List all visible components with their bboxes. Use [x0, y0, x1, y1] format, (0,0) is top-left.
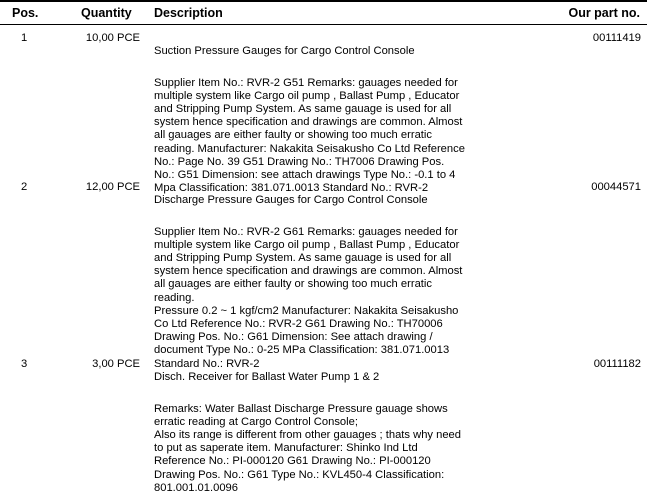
row-pos: 2 — [21, 181, 28, 193]
row-quantity: 3,00 PCE — [92, 358, 140, 370]
header-pos: Pos. — [12, 6, 39, 20]
row-part-no: 00044571 — [591, 181, 641, 193]
table-header — [0, 5, 647, 23]
row-description — [154, 181, 499, 371]
header-description: Description — [154, 6, 223, 20]
row-pos: 3 — [21, 358, 28, 370]
row-title: Disch. Receiver for Ballast Water Pump 1 & 2 — [154, 371, 380, 384]
row-quantity: 10,00 PCE — [85, 32, 140, 44]
header-part-no: Our part no. — [568, 6, 640, 20]
row-part-no: 00111182 — [593, 358, 641, 370]
header-quantity: Quantity — [81, 6, 132, 20]
top-rule — [0, 0, 647, 2]
header-rule — [0, 24, 647, 25]
row-quantity: 12,00 PCE — [85, 181, 140, 193]
row-details: Supplier Item No.: RVR-2 G61 Remarks: gauages needed for multiple system like Cargo oil pump , Ballast Pump , Educator and Stripping Pump System. As same gauage is used for all system hence specification and drawings are common. Almost all gauages are either faulty or showing too much erratic reading. Pressure 0.2 ~ 1 kgf/cm2 Manufacturer: Nakakita Seisakusho Co Ltd Reference No.: RVR-2 G61 Drawing No.: TH70006 Drawing Pos. No.: G61 Dimension: See attach drawing / document Type No.: 0-25 MPa Classification: 381.071.0013 Standard No.: RVR-2 — [154, 225, 463, 370]
row-part-no: 00111419 — [592, 32, 641, 44]
row-description — [154, 32, 499, 195]
row-title: Suction Pressure Gauges for Cargo Control Console — [154, 45, 415, 58]
row-details: Supplier Item No.: RVR-2 G51 Remarks: gauages needed for multiple system like Cargo oil pump , Ballast Pump , Educator and Stripping Pump System. As same gauage is used for all system hence specification and drawings are common. Almost all gauages are either faulty or showing too much erratic reading. Manufacturer: Nakakita Seisakusho Co Ltd Reference No.: Page No. 39 G51 Drawing No.: TH7006 Drawing Pos. No.: G51 Dimension: see attach drawings Type No.: -0.1 to 4 Mpa Classification: 381.071.0013 Standard No.: RVR-2 — [154, 76, 465, 195]
row-title: Discharge Pressure Gauges for Cargo Control Console — [154, 194, 428, 207]
row-pos: 1 — [21, 32, 28, 44]
row-details: Remarks: Water Ballast Discharge Pressure gauage shows erratic reading at Cargo Control Console; Also its range is different from other gauages ; thats why need to put as saperate item. Manufacturer: Shinko Ind Ltd Reference No.: PI-000120 G61 Drawing No.: PI-000120 Drawing Pos. No.: G61 Type No.: KVL450-4 Classification: 801.001.01.0096 — [154, 402, 462, 494]
row-description — [154, 358, 499, 495]
